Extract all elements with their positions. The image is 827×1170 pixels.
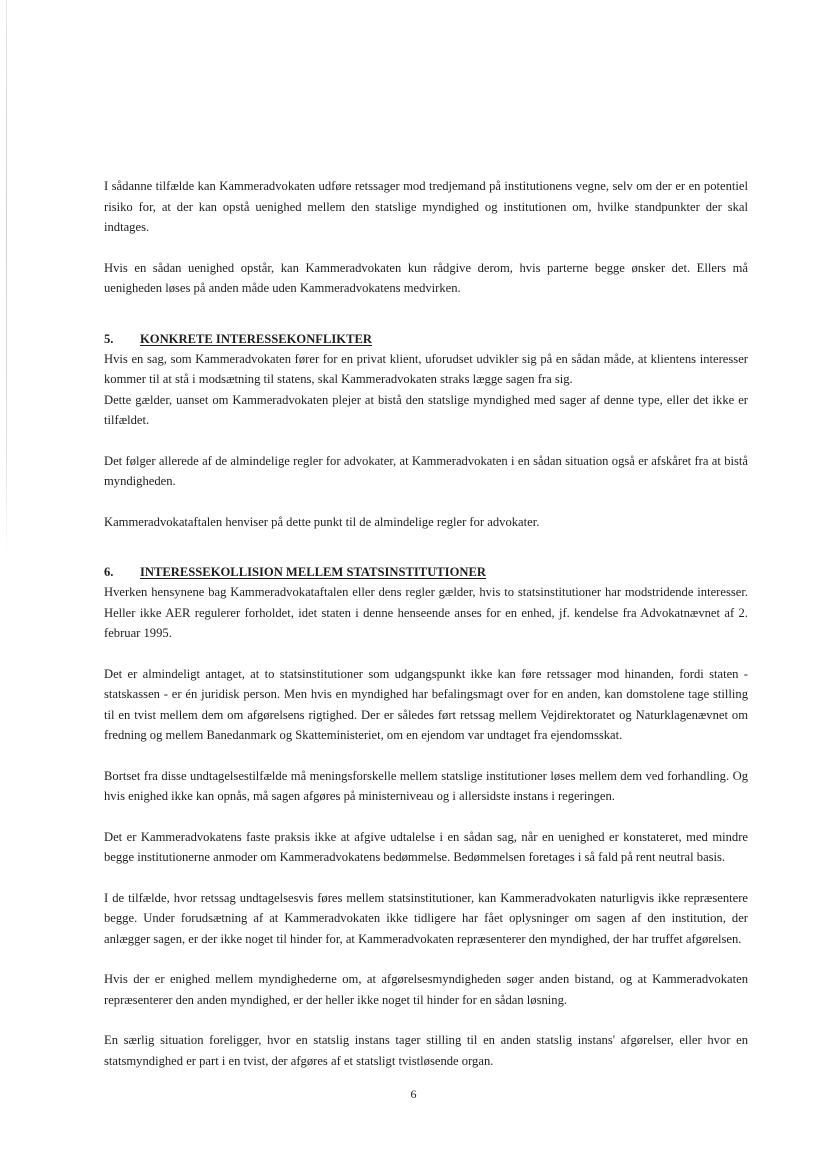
section-6-title: INTERESSEKOLLISION MELLEM STATSINSTITUTIONER xyxy=(140,565,486,579)
section-5-paragraph-4: Kammeradvokataftalen henviser på dette punkt til de almindelige regler for advokater. xyxy=(104,514,540,529)
section-6-paragraph-1: Hverken hensynene bag Kammeradvokataftalen eller dens regler gælder, hvis to statsinstitutioner har modstridende interesser. Heller ikke AER regulerer forholdet, idet staten i denne henseende anses for en enhed, jf. kendelse fra Advokatnævnet af 2. februar 1995. xyxy=(104,585,748,640)
section-6-paragraph-4: Det er Kammeradvokatens faste praksis ikke at afgive udtalelse i en sådan sag, når en uenighed er konstateret, med mindre begge institutionerne anmoder om Kammeradvokatens bedømmelse. Bedømmelsen foretages i så fald på rent neutral basis. xyxy=(104,829,748,864)
paragraph-intro-1: I sådanne tilfælde kan Kammeradvokaten udføre retssager mod tredjemand på institutionens vegne, selv om der er en potentiel risiko for, at der kan opstå uenighed mellem den statslige myndighed og institutionen om, hvilke standpunkter der skal indtages. xyxy=(104,179,748,234)
section-6-number: 6. xyxy=(104,565,114,579)
section-6-paragraph-5: I de tilfælde, hvor retssag undtagelsesvis føres mellem statsinstitutioner, kan Kammeradvokaten naturligvis ikke repræsentere begge. Under forudsætning af at Kammeradvokaten ikke tidligere har fået oplysninger om sagen af den institution, der anlægger sagen, er der ikke noget til hinder for, at Kammeradvokaten repræsenterer den myndighed, der har truffet afgørelsen. xyxy=(104,890,748,946)
section-6-paragraph-3: Bortset fra disse undtagelsestilfælde må meningsforskelle mellem statslige institutioner løses mellem dem ved forhandling. Og hvis enighed ikke kan opnås, må sagen afgøres på ministerniveau og i allersidste instans i regeringen. xyxy=(104,768,748,803)
section-5-heading xyxy=(104,329,748,349)
section-6-paragraph-6: Hvis der er enighed mellem myndighederne om, at afgørelsesmyndigheden søger anden bistand, og at Kammeradvokaten repræsenterer den anden myndighed, er der heller ikke noget til hinder for en sådan løsning. xyxy=(104,972,748,1007)
section-5-paragraph-2: Dette gælder, uanset om Kammeradvokaten plejer at bistå den statslige myndighed med sager af denne type, eller det ikke er tilfældet. xyxy=(104,392,748,427)
section-5-number: 5. xyxy=(104,331,114,346)
section-6-paragraph-2: Det er almindeligt antaget, at to statsinstitutioner som udgangspunkt ikke kan føre retssager mod hinanden, fordi staten - statskassen - er én juridisk person. Men hvis en myndighed har befalingsmagt over for en anden, kan domstolene tage stilling til en tvist mellem dem om afgørelsens rigtighed. Der er således ført retssag mellem Vejdirektoratet og Naturklagenævnet om fredning og mellem Banedanmark og Skatteministeriet, om en ejendom var undtaget fra ejendomsskat. xyxy=(104,666,748,742)
section-6-heading xyxy=(104,562,748,582)
paragraph-intro-2: Hvis en sådan uenighed opstår, kan Kammeradvokaten kun rådgive derom, hvis parterne begge ønsker det. Ellers må uenigheden løses på anden måde uden Kammeradvokatens medvirken. xyxy=(104,260,748,295)
document-body xyxy=(104,176,748,1071)
section-5-paragraph-3: Det følger allerede af de almindelige regler for advokater, at Kammeradvokaten i en sådan situation også er afskåret fra at bistå myndigheden. xyxy=(104,453,748,488)
section-5-title: KONKRETE INTERESSEKONFLIKTER xyxy=(140,331,372,346)
page-number: 6 xyxy=(410,1087,417,1101)
scan-edge-line xyxy=(6,0,7,560)
section-6-paragraph-7: En særlig situation foreligger, hvor en statslig instans tager stilling til en anden statslig instans' afgørelser, eller hvor en statsmyndighed er part i en tvist, der afgøres af et statsligt tvistløsende organ. xyxy=(104,1033,748,1068)
section-5-paragraph-1: Hvis en sag, som Kammeradvokaten fører for en privat klient, uforudset udvikler sig på en sådan måde, at klientens interesser kommer til at stå i modsætning til statens, skal Kammeradvokaten straks lægge sagen fra sig. xyxy=(104,351,748,386)
